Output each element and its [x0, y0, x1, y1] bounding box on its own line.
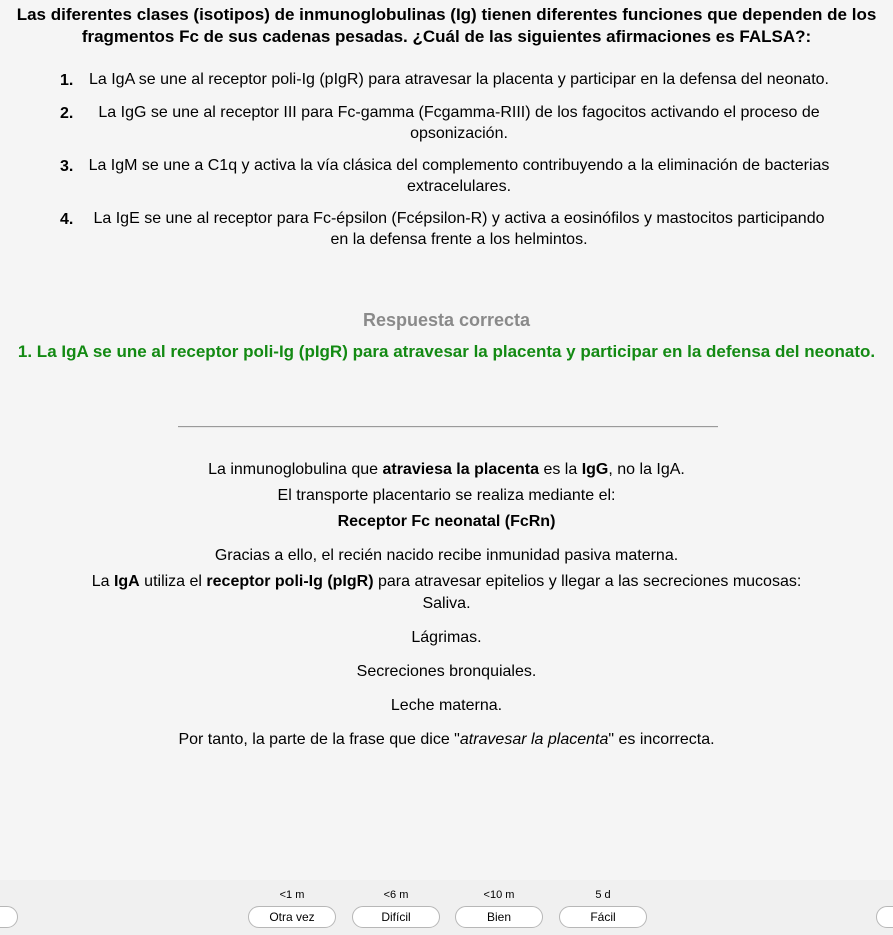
explanation-line [0, 729, 893, 751]
option-number: 3. [60, 158, 74, 175]
explanation-line [0, 511, 893, 533]
mucosal-item: Leche materna. [390, 697, 503, 714]
option-text: La IgA se une al receptor poli-Ig (pIgR) para atravesar la placenta y participar en la defensa del neonato. [88, 71, 829, 88]
answer-bar [0, 880, 893, 935]
italic-text: atravesar la placenta [459, 731, 609, 748]
option-number: 1. [60, 72, 74, 89]
divider [178, 426, 718, 428]
bold-text: receptor poli-Ig (pIgR) [206, 573, 374, 590]
answer-option-easy [559, 888, 647, 928]
answer-option-hard [352, 888, 440, 928]
bold-text: Receptor Fc neonatal (FcRn) [337, 513, 556, 530]
option-item [60, 69, 830, 91]
option-text: La IgM se une a C1q y activa la vía clásica del complemento contribuyendo a la eliminación de bacterias extracelulares. [88, 157, 830, 195]
text-span: utiliza el [139, 573, 207, 590]
options-list [60, 69, 830, 261]
text-span: La [91, 573, 114, 590]
interval-label: 5 d [595, 889, 611, 901]
answer-option-again [248, 888, 336, 928]
again-button[interactable]: Otra vez [248, 906, 336, 928]
text-span: para atravesar epitelios y llegar a las secreciones mucosas: [373, 573, 802, 590]
text-span: , no la IgA. [608, 461, 685, 478]
mucosal-item: Secreciones bronquiales. [356, 663, 537, 680]
interval-label: <6 m [383, 889, 409, 901]
option-number: 4. [60, 211, 74, 228]
text-span: " es incorrecta. [608, 731, 715, 748]
hard-button[interactable]: Difícil [352, 906, 440, 928]
text-span: Por tanto, la parte de la frase que dice " [178, 731, 460, 748]
option-text: La IgG se une al receptor III para Fc-gamma (Fcgamma-RIII) de los fagocitos activando el proceso de opsonización. [98, 104, 820, 142]
bold-text: IgG [581, 461, 609, 478]
answer-option-good [455, 888, 543, 928]
explanation-line [0, 459, 893, 481]
text-span: La inmunoglobulina que [208, 461, 383, 478]
text-span: es la [539, 461, 582, 478]
easy-button[interactable]: Fácil [559, 906, 647, 928]
interval-label: <10 m [483, 889, 515, 901]
explanation [0, 459, 893, 755]
option-item [60, 102, 830, 144]
bold-text: atraviesa la placenta [382, 461, 540, 478]
option-number: 2. [60, 105, 74, 122]
option-item [60, 208, 830, 250]
mucosal-item: Lágrimas. [411, 629, 482, 646]
explanation-line: Gracias a ello, el recién nacido recibe inmunidad pasiva materna. [214, 547, 679, 564]
mucosal-item: Saliva. [422, 595, 471, 612]
good-button[interactable]: Bien [455, 906, 543, 928]
explanation-line: El transporte placentario se realiza mediante el: [277, 487, 616, 504]
more-button[interactable] [876, 906, 893, 928]
explanation-line [0, 571, 893, 593]
option-item [60, 155, 830, 197]
interval-label: <1 m [279, 889, 305, 901]
answer-heading: Respuesta correcta [362, 310, 531, 330]
question-text: Las diferentes clases (isotipos) de inmunoglobulinas (Ig) tienen diferentes funciones que dependen de los fragmentos Fc de sus cadenas pesadas. ¿Cuál de las siguientes afirmaciones es FALSA?: [16, 5, 877, 46]
option-text: La IgE se une al receptor para Fc-épsilon (Fcépsilon-R) y activa a eosinófilos y mastocitos participando en la defensa frente a los helmintos. [93, 210, 825, 248]
correct-answer-text: 1. La IgA se une al receptor poli-Ig (pIgR) para atravesar la placenta y participar en la defensa del neonato. [17, 342, 876, 361]
bold-text: IgA [113, 573, 140, 590]
